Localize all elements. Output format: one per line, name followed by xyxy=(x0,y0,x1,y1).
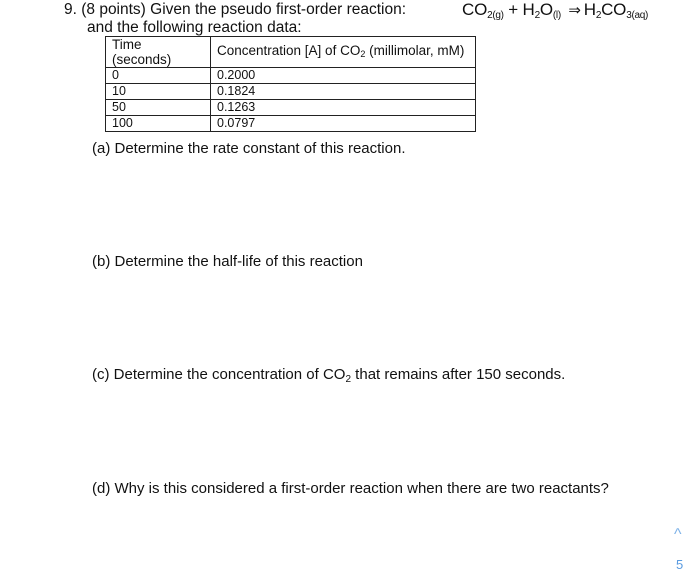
time-cell: 100 xyxy=(106,116,211,132)
header-concentration: Concentration [A] of $CO_2$ (millimolar, mM) xyxy=(211,37,476,68)
question-line-2: and the following reaction data: xyxy=(87,19,302,36)
table-row xyxy=(106,68,476,84)
page-number: 5 xyxy=(676,557,684,572)
time-cell: 50 xyxy=(106,100,211,116)
conc-cell: 0.1263 xyxy=(211,100,476,116)
table-row xyxy=(106,116,476,132)
conc-cell: 0.1824 xyxy=(211,84,476,100)
table-row xyxy=(106,100,476,116)
time-cell: 10 xyxy=(106,84,211,100)
table-header-row xyxy=(106,37,476,68)
part-a: (a) Determine the rate constant of this reaction. xyxy=(92,140,406,157)
part-d: (d) Why is this considered a first-order reaction when there are two reactants? xyxy=(92,480,609,497)
part-c: (c) Determine the concentration of $CO_2$ that remains after 150 seconds. xyxy=(92,366,566,385)
yield-arrow-icon: ⇒ xyxy=(568,2,581,19)
table-row xyxy=(106,84,476,100)
time-cell: 0 xyxy=(106,68,211,84)
question-line-1: 9. (8 points) Given the pseudo first-order reaction: xyxy=(64,1,407,18)
conc-cell: 0.0797 xyxy=(211,116,476,132)
header-time: Time (seconds) xyxy=(106,37,211,68)
reaction-equation: $CO_{2(g)} + H_2O_{(l)}$ ⇒ $H_2CO_{3(aq)}$ xyxy=(462,0,649,21)
scroll-up-chevron-icon[interactable]: ^ xyxy=(674,526,682,543)
part-b: (b) Determine the half-life of this reaction xyxy=(92,253,363,270)
conc-cell: 0.2000 xyxy=(211,68,476,84)
reaction-data-table xyxy=(105,36,476,132)
